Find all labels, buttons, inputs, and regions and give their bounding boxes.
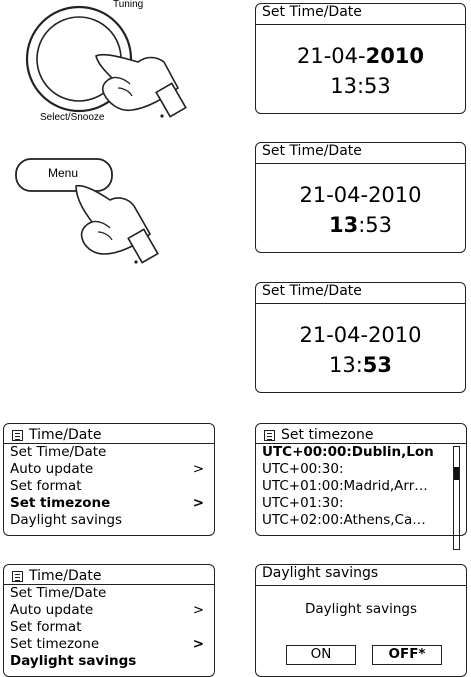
- menu-item-label: Set Time/Date: [10, 444, 107, 460]
- time-minutes-highlighted: 53: [362, 353, 393, 377]
- chevron-right-icon: >: [192, 602, 204, 618]
- time-line: 13:53: [330, 74, 391, 98]
- menu-item-daylight-savings[interactable]: [10, 512, 204, 529]
- tuning-dial-illustration: [14, 0, 204, 130]
- list-icon: [12, 430, 23, 441]
- lcd-title: Set Time/Date: [262, 143, 362, 159]
- dialog-message: Daylight savings: [304, 601, 418, 617]
- lcd-divider: [256, 24, 465, 25]
- menu-item-set-format[interactable]: [10, 619, 204, 636]
- timezone-item[interactable]: UTC+01:00:Madrid,Arr…: [262, 478, 428, 494]
- on-button[interactable]: ON: [286, 645, 356, 665]
- chevron-right-icon: >: [192, 461, 204, 477]
- scrollbar-thumb[interactable]: [454, 467, 459, 480]
- lcd-title: Set Time/Date: [262, 283, 362, 299]
- lcd-daylight-savings: [255, 564, 467, 677]
- time-hours-highlighted: 13: [328, 213, 359, 237]
- menu-item-daylight-savings-selected[interactable]: [10, 653, 204, 670]
- timezone-header: [264, 427, 373, 443]
- tuning-dial-icon: [14, 0, 204, 130]
- chevron-right-icon: >: [192, 495, 204, 511]
- timezone-item[interactable]: UTC+00:30:: [262, 461, 344, 477]
- date-line: [256, 44, 465, 68]
- date-day-month: 21-04-: [296, 44, 366, 68]
- lcd-set-time-date-minutes: [255, 282, 466, 393]
- menu-item-set-timezone[interactable]: [10, 636, 204, 653]
- time-hours: 13:: [328, 353, 363, 377]
- timezone-item[interactable]: UTC+02:00:Athens,Ca…: [262, 512, 426, 528]
- menu-item-auto-update[interactable]: [10, 602, 204, 619]
- time-minutes: :53: [358, 213, 393, 237]
- dialog-divider: [256, 585, 466, 586]
- lcd-time-date-menu-daylight: [3, 564, 215, 677]
- menu-item-label: Auto update: [10, 602, 94, 618]
- menu-item-set-format[interactable]: [10, 478, 204, 495]
- menu-title: Time/Date: [29, 568, 102, 584]
- menu-item-set-timezone-selected[interactable]: [10, 495, 204, 512]
- lcd-time-date-menu-timezone: [3, 423, 215, 536]
- menu-item-label: Daylight savings: [10, 653, 137, 669]
- pressing-hand-icon: [14, 150, 174, 270]
- menu-header: [12, 427, 101, 443]
- lcd-set-timezone: [255, 423, 467, 536]
- time-line: [256, 353, 465, 377]
- menu-item-label: Set Time/Date: [10, 585, 107, 601]
- timezone-scrollbar[interactable]: [453, 446, 460, 550]
- timezone-item-selected[interactable]: UTC+00:00:Dublin,Lon: [262, 444, 434, 460]
- timezone-title: Set timezone: [281, 427, 374, 443]
- time-line: [256, 213, 465, 237]
- menu-title: Time/Date: [29, 427, 102, 443]
- menu-button-label: Menu: [48, 166, 79, 180]
- menu-item-label: Set format: [10, 478, 82, 494]
- list-icon: [264, 430, 275, 441]
- dialog-title: Daylight savings: [262, 565, 379, 581]
- menu-item-label: Daylight savings: [10, 512, 123, 528]
- off-button-selected[interactable]: OFF*: [372, 645, 442, 665]
- menu-item-label: Set timezone: [10, 636, 100, 652]
- tuning-label: Tuning: [113, 0, 144, 10]
- select-snooze-label: Select/Snooze: [40, 112, 105, 123]
- date-year-highlighted: 2010: [365, 44, 425, 68]
- menu-item-set-time-date[interactable]: [10, 585, 204, 602]
- timezone-item[interactable]: UTC+01:30:: [262, 495, 344, 511]
- menu-button-illustration: [14, 150, 174, 270]
- date-line: 21-04-2010: [299, 183, 422, 207]
- lcd-title: Set Time/Date: [262, 4, 362, 20]
- menu-item-label: Set timezone: [10, 495, 111, 511]
- menu-header: [12, 568, 101, 584]
- menu-item-label: Set format: [10, 619, 82, 635]
- chevron-right-icon: >: [192, 636, 204, 652]
- menu-item-set-time-date[interactable]: [10, 444, 204, 461]
- date-line: 21-04-2010: [299, 323, 422, 347]
- list-icon: [12, 571, 23, 582]
- lcd-set-time-date-hours: [255, 142, 466, 253]
- lcd-divider: [256, 163, 465, 164]
- menu-item-auto-update[interactable]: [10, 461, 204, 478]
- lcd-divider: [256, 303, 465, 304]
- lcd-set-time-date-year: [255, 3, 466, 114]
- menu-item-label: Auto update: [10, 461, 94, 477]
